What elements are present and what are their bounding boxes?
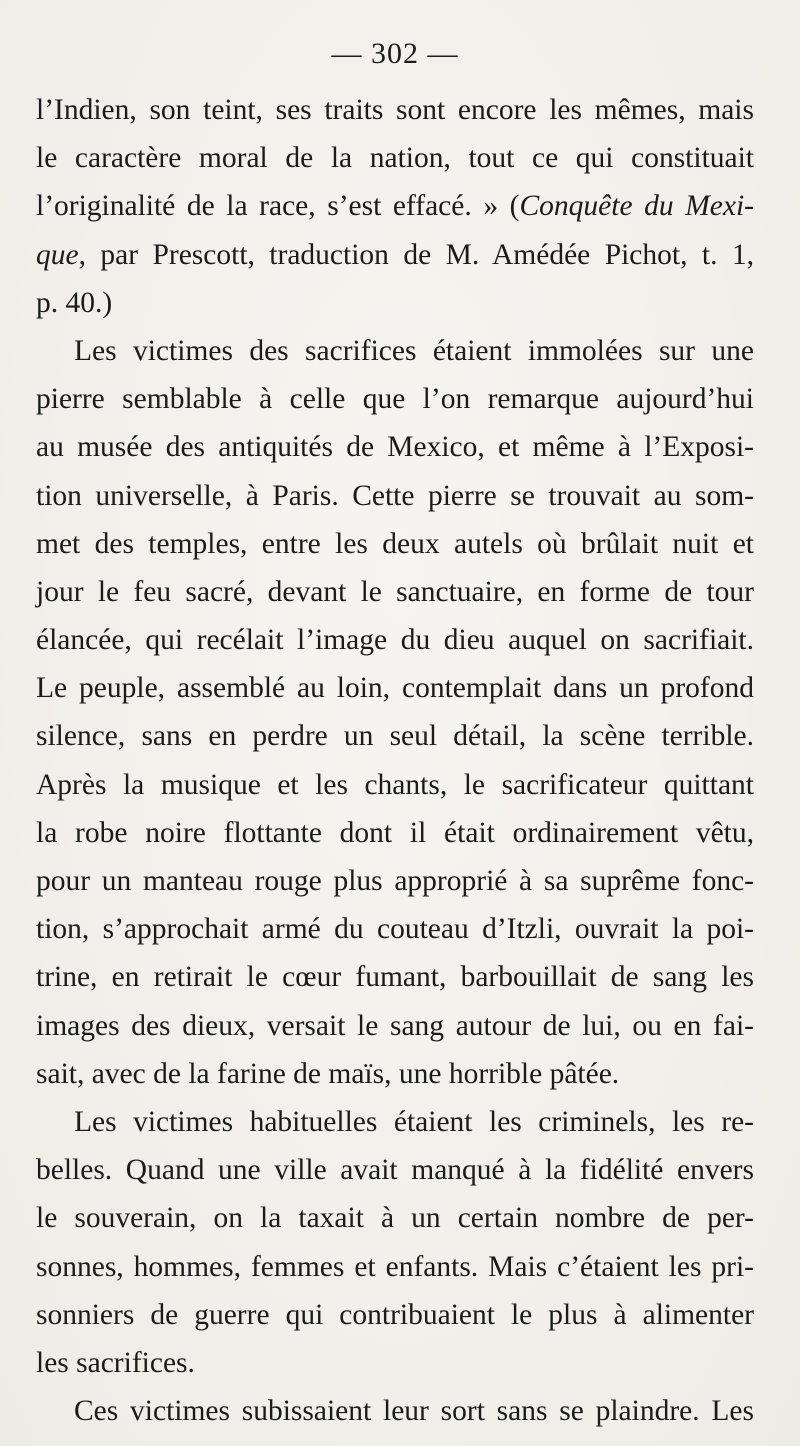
- text-line: tion universelle, à Paris. Cette pierre se trouvait au som-: [36, 479, 754, 512]
- text-line: les sacrifices.: [36, 1346, 195, 1379]
- text-line: l’originalité de la race, s’est effacé. » (Conquête du Mexi-: [36, 190, 754, 223]
- text-line: pierre semblable à celle que l’on remarque aujourd’hui: [36, 383, 754, 416]
- text-line: que, par Prescott, traduction de M. Amédée Pichot, t. 1,: [36, 238, 754, 271]
- text-line: sonniers de guerre qui contribuaient le plus à alimenter: [36, 1298, 754, 1331]
- body-text: [36, 86, 754, 1435]
- text-line: belles. Quand une ville avait manqué à la fidélité envers: [36, 1154, 754, 1187]
- text-line: le souverain, on la taxait à un certain nombre de per-: [36, 1202, 754, 1235]
- text-line: jour le feu sacré, devant le sanctuaire, en forme de tour: [36, 575, 754, 608]
- text-line: p. 40.): [36, 286, 113, 319]
- text-line: silence, sans en perdre un seul détail, la scène terrible.: [36, 720, 754, 753]
- page-number-header: — 302 —: [331, 37, 459, 70]
- text-line: Les victimes habituelles étaient les criminels, les re-: [74, 1105, 754, 1138]
- text-line: trine, en retirait le cœur fumant, barbouillait de sang les: [36, 961, 754, 994]
- text-line: met des temples, entre les deux autels où brûlait nuit et: [36, 527, 754, 560]
- text-line: sonnes, hommes, femmes et enfants. Mais c’étaient les pri-: [36, 1250, 754, 1283]
- text-line: élancée, qui recélait l’image du dieu auquel on sacrifiait.: [36, 624, 754, 657]
- text-line: l’Indien, son teint, ses traits sont encore les mêmes, mais: [36, 94, 754, 126]
- text-line: Ces victimes subissaient leur sort sans se plaindre. Les: [74, 1395, 754, 1428]
- text-line: au musée des antiquités de Mexico, et même à l’Exposi-: [36, 431, 754, 464]
- text-line: Après la musique et les chants, le sacrificateur quittant: [36, 768, 754, 801]
- text-line: Le peuple, assemblé au loin, contemplait dans un profond: [36, 672, 754, 705]
- text-line: Les victimes des sacrifices étaient immolées sur une: [74, 334, 754, 367]
- text-line: sait, avec de la farine de maïs, une horrible pâtée.: [36, 1057, 620, 1090]
- text-line: la robe noire flottante dont il était ordinairement vêtu,: [36, 816, 754, 849]
- text-line: tion, s’approchait armé du couteau d’Itzli, ouvrait la poi-: [36, 913, 754, 946]
- text-line: images des dieux, versait le sang autour de lui, ou en fai-: [36, 1009, 754, 1042]
- text-line: pour un manteau rouge plus approprié à sa suprême fonc-: [36, 865, 754, 897]
- text-line: le caractère moral de la nation, tout ce qui constituait: [36, 142, 754, 175]
